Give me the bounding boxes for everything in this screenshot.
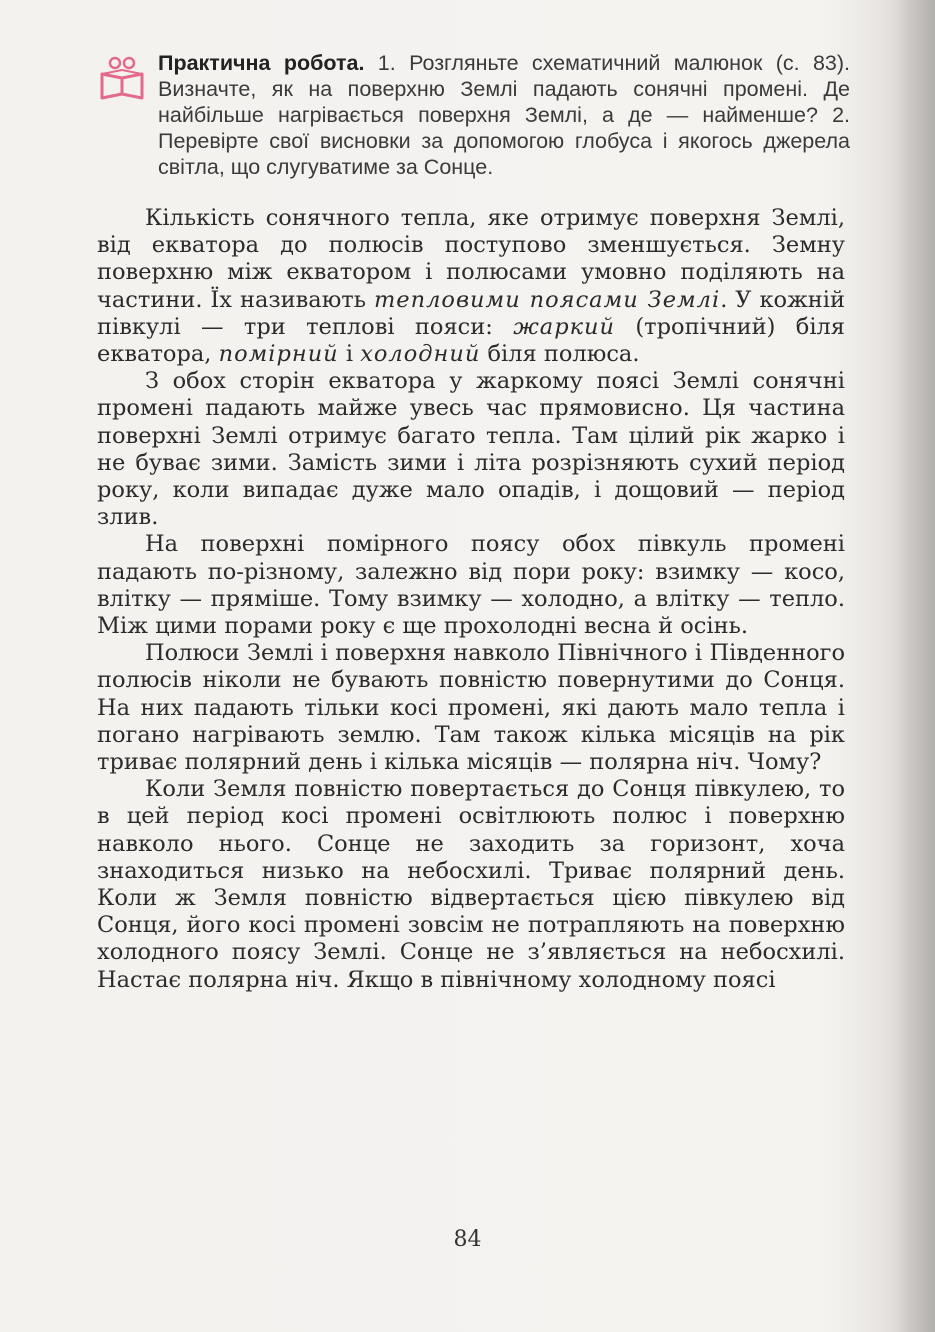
main-text — [97, 205, 845, 994]
paragraph-1-text-e: (тропічний) біля екватора, — [97, 313, 846, 368]
term-temperate: помірний — [218, 341, 339, 368]
paragraph-1 — [97, 205, 845, 368]
paragraph-4: Полюси Землі і поверхня навколо Північного і Південного полюсів ніколи не бувають повністю повернутими до Сонця. На них падають тільки косі промені, які дають мало тепла і погано нагрівають землю. Там також кілька місяців на рік триває полярний день і кілька місяців — полярна ніч. Чому? — [97, 640, 845, 776]
paragraph-1-text-i: біля полюса. — [480, 341, 640, 368]
practical-task-text — [158, 50, 850, 180]
paragraph-2: З обох сторін екватора у жаркому поясі Землі сонячні промені падають майже увесь час прямовисно. Ця частина поверхні Землі отримує багато тепла. Там цілий рік жарко і не буває зими. Замість зими і літа розрізняють сухий період року, коли випадає дуже мало опадів, і дощовий — період злив. — [97, 368, 845, 531]
practical-task-box — [100, 50, 850, 180]
practical-task-heading: Практична робота. — [158, 51, 365, 75]
page-number: 84 — [453, 1227, 482, 1252]
term-hot: жаркий — [513, 313, 616, 340]
paragraph-1-text-a: Кількість сонячного тепла, яке отримує поверхня Землі, від екватора до полюсів поступово зменшується. Земну поверхню між екватором і полюсами умовно поділяють на частини. Їх називають — [97, 205, 845, 313]
paragraph-3: На поверхні помірного поясу обох півкуль промені падають по-різному, залежно від пори року: взимку — косо, влітку — пряміше. Тому взимку — холодно, а влітку — тепло. Між цими порами року є ще прохолодні весна й осінь. — [97, 531, 845, 640]
practical-task-body: 1. Розгляньте схематичний малюнок (с. 83). Визначте, як на поверхню Землі падають сонячні промені. Де найбільше нагрівається поверхня Землі, а де — найменше? 2. Перевірте свої висновки за допомогою глобуса і якогось джерела світла, що слугуватиме за Сонце. — [158, 51, 850, 179]
paragraph-5: Коли Земля повністю повертається до Сонця півкулею, то в цей період косі промені освітлюють полюс і поверхню навколо нього. Сонце не заходить за горизонт, хоча знаходиться низько на небосхилі. Триває полярний день. Коли ж Земля повністю відвертається цією півкулею від Сонця, його косі промені зовсім не потрапляють на поверхню холодного поясу Землі. Сонце не з’являється на небосхилі. Настає полярна ніч. Якщо в північному холодному поясі — [97, 776, 845, 993]
term-thermal-zones: тепловими поясами Землі — [373, 286, 721, 313]
page-edge-shadow — [895, 0, 935, 1332]
paragraph-1-text-c: . У кожній півкулі — три теплові пояси: — [97, 286, 845, 340]
paragraph-1-text-g: і — [338, 341, 361, 368]
term-cold: холодний — [360, 341, 481, 368]
book-icon — [98, 54, 146, 102]
